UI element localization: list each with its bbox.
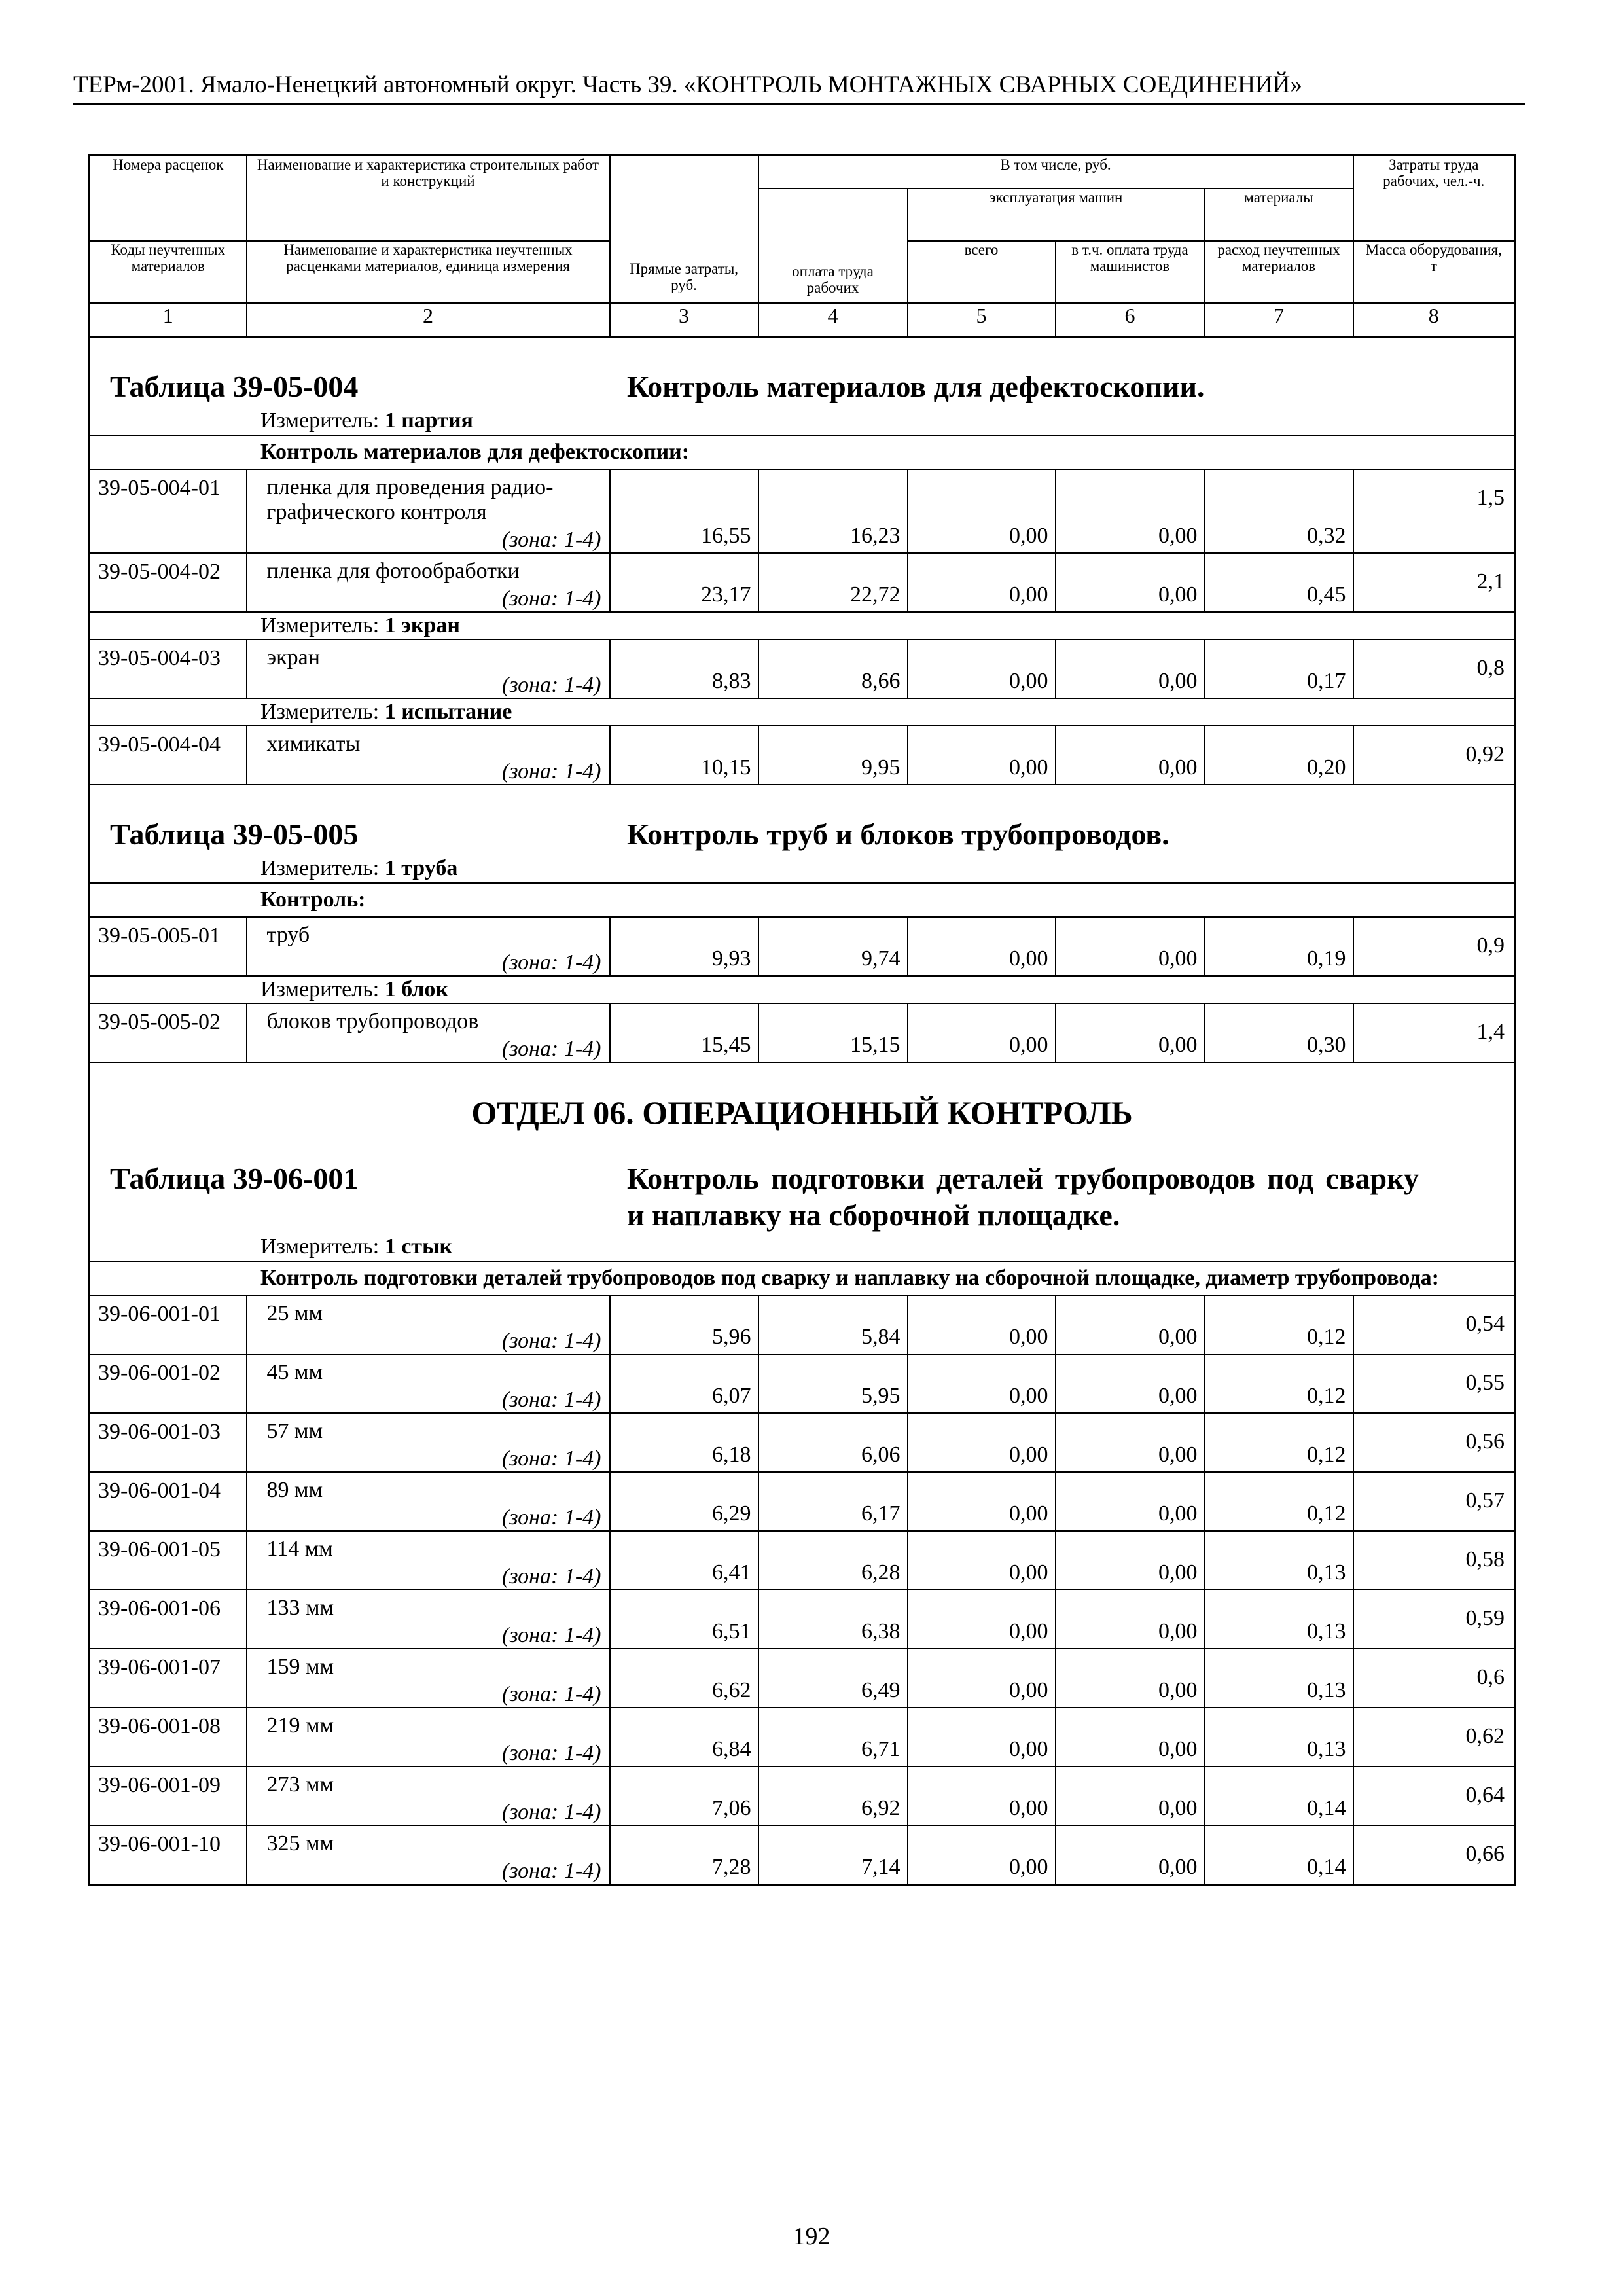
value-mat: 0,30 <box>1205 1003 1353 1062</box>
value-incl: 0,00 <box>1056 1825 1205 1885</box>
rate-name-text: 45 мм <box>266 1359 323 1384</box>
table-row <box>90 1590 1515 1649</box>
value-incl: 0,00 <box>1056 469 1205 553</box>
rate-code: 39-05-004-04 <box>90 726 247 785</box>
rate-name <box>247 726 610 785</box>
value-incl: 0,00 <box>1056 1003 1205 1062</box>
value-total: 0,00 <box>908 1354 1056 1413</box>
rate-name-text: пленка для проведения радио-графического контроля <box>266 475 554 524</box>
rate-zone: (зона: 1-4) <box>502 527 601 552</box>
value-mat: 0,12 <box>1205 1295 1353 1354</box>
table-row <box>90 1472 1515 1531</box>
measurer <box>90 612 1515 639</box>
value-incl: 0,00 <box>1056 1354 1205 1413</box>
rate-zone: (зона: 1-4) <box>502 1564 601 1588</box>
table-title-row <box>90 337 1515 408</box>
measurer-unit: 1 стык <box>384 1234 453 1259</box>
colnum-3: 3 <box>610 303 758 337</box>
rate-name <box>247 1472 610 1531</box>
measurer-label: Измеритель: <box>260 699 380 724</box>
value-labor: 0,64 <box>1353 1767 1515 1825</box>
rate-name-text: 133 мм <box>266 1595 334 1620</box>
value-direct: 23,17 <box>610 553 758 612</box>
value-wages: 6,28 <box>758 1531 908 1590</box>
rate-name <box>247 1708 610 1767</box>
header-direct: Прямые затраты, руб. <box>610 156 758 303</box>
measurer-row <box>90 976 1515 1003</box>
measurer-unit: 1 испытание <box>384 699 512 724</box>
value-mat: 0,12 <box>1205 1413 1353 1472</box>
rate-zone: (зона: 1-4) <box>502 1446 601 1471</box>
value-mat: 0,12 <box>1205 1354 1353 1413</box>
table-title <box>90 785 1515 855</box>
measurer-unit: 1 экран <box>384 613 460 637</box>
rates-table <box>88 154 1516 1886</box>
table-row <box>90 469 1515 553</box>
value-total: 0,00 <box>908 726 1056 785</box>
value-incl: 0,00 <box>1056 1590 1205 1649</box>
value-labor: 0,6 <box>1353 1649 1515 1708</box>
rate-name <box>247 1590 610 1649</box>
value-labor: 0,62 <box>1353 1708 1515 1767</box>
header-materials: материалы <box>1205 188 1353 241</box>
header-incl: В том числе, руб. <box>758 156 1353 188</box>
value-mat: 0,13 <box>1205 1590 1353 1649</box>
measurer-row <box>90 698 1515 726</box>
subhead: Контроль: <box>90 883 1515 917</box>
value-total: 0,00 <box>908 1590 1056 1649</box>
measurer-label: Измеритель: <box>260 856 380 880</box>
value-total: 0,00 <box>908 553 1056 612</box>
rate-name <box>247 1003 610 1062</box>
header-wages: оплата труда рабочих <box>758 188 908 303</box>
table-title-row <box>90 785 1515 855</box>
rate-code: 39-06-001-04 <box>90 1472 247 1531</box>
colnum-6: 6 <box>1056 303 1205 337</box>
measurer-unit: 1 блок <box>384 977 449 1001</box>
header-mass: Масса оборудования, т <box>1353 241 1515 303</box>
rate-zone: (зона: 1-4) <box>502 1505 601 1530</box>
value-mat: 0,45 <box>1205 553 1353 612</box>
rate-zone: (зона: 1-4) <box>502 672 601 697</box>
value-labor: 0,58 <box>1353 1531 1515 1590</box>
table-title <box>90 337 1515 408</box>
rate-code: 39-05-005-01 <box>90 917 247 976</box>
rate-name-text: труб <box>266 922 310 947</box>
value-incl: 0,00 <box>1056 553 1205 612</box>
value-direct: 10,15 <box>610 726 758 785</box>
rate-code: 39-06-001-09 <box>90 1767 247 1825</box>
rate-code: 39-06-001-10 <box>90 1825 247 1885</box>
rate-code: 39-06-001-08 <box>90 1708 247 1767</box>
value-direct: 16,55 <box>610 469 758 553</box>
value-direct: 7,06 <box>610 1767 758 1825</box>
value-total: 0,00 <box>908 1413 1056 1472</box>
table-name: Контроль материалов для дефектоскопии. <box>627 369 1205 403</box>
value-wages: 5,84 <box>758 1295 908 1354</box>
rate-code: 39-06-001-07 <box>90 1649 247 1708</box>
value-total: 0,00 <box>908 1825 1056 1885</box>
value-wages: 6,71 <box>758 1708 908 1767</box>
subhead: Контроль материалов для дефектоскопии: <box>90 435 1515 469</box>
value-direct: 6,84 <box>610 1708 758 1767</box>
rate-code: 39-06-001-06 <box>90 1590 247 1649</box>
value-wages: 9,74 <box>758 917 908 976</box>
value-direct: 6,07 <box>610 1354 758 1413</box>
rate-name-text: 57 мм <box>266 1418 323 1443</box>
table-name: Контроль подготовки деталей трубопроводов под сварку и наплавку на сборочной площадке. <box>627 1161 1419 1232</box>
rate-zone: (зона: 1-4) <box>502 1740 601 1765</box>
value-wages: 15,15 <box>758 1003 908 1062</box>
rate-name <box>247 1825 610 1885</box>
value-total: 0,00 <box>908 1295 1056 1354</box>
table-code: Таблица 39-05-005 <box>110 817 359 851</box>
rate-zone: (зона: 1-4) <box>502 950 601 975</box>
rate-name <box>247 1531 610 1590</box>
rate-code: 39-06-001-02 <box>90 1354 247 1413</box>
value-direct: 8,83 <box>610 639 758 698</box>
value-labor: 0,92 <box>1353 726 1515 785</box>
value-mat: 0,19 <box>1205 917 1353 976</box>
value-mat: 0,20 <box>1205 726 1353 785</box>
measurer-label: Измеритель: <box>260 977 380 1001</box>
table-title <box>90 1141 1515 1234</box>
value-direct: 9,93 <box>610 917 758 976</box>
value-incl: 0,00 <box>1056 917 1205 976</box>
value-labor: 0,55 <box>1353 1354 1515 1413</box>
rate-name-text: блоков трубопроводов <box>266 1009 479 1033</box>
rate-name-text: 114 мм <box>266 1536 333 1561</box>
rate-code: 39-06-001-01 <box>90 1295 247 1354</box>
value-wages: 9,95 <box>758 726 908 785</box>
measurer <box>90 1234 1515 1261</box>
rate-name-text: 89 мм <box>266 1477 323 1502</box>
value-mat: 0,14 <box>1205 1767 1353 1825</box>
table-code: Таблица 39-06-001 <box>110 1161 359 1195</box>
value-incl: 0,00 <box>1056 1767 1205 1825</box>
measurer-label: Измеритель: <box>260 1234 380 1259</box>
value-total: 0,00 <box>908 639 1056 698</box>
value-labor: 0,59 <box>1353 1590 1515 1649</box>
value-labor: 1,4 <box>1353 1003 1515 1062</box>
rate-zone: (зона: 1-4) <box>502 1858 601 1883</box>
page-number: 192 <box>793 2223 830 2250</box>
column-numbers <box>90 303 1515 337</box>
value-mat: 0,13 <box>1205 1531 1353 1590</box>
table-row <box>90 1003 1515 1062</box>
measurer-label: Измеритель: <box>260 408 380 433</box>
value-mat: 0,13 <box>1205 1649 1353 1708</box>
value-labor: 0,57 <box>1353 1472 1515 1531</box>
value-wages: 6,38 <box>758 1590 908 1649</box>
value-incl: 0,00 <box>1056 1413 1205 1472</box>
rate-code: 39-05-004-03 <box>90 639 247 698</box>
measurer <box>90 976 1515 1003</box>
subhead-row <box>90 1261 1515 1295</box>
value-wages: 8,66 <box>758 639 908 698</box>
table-row <box>90 553 1515 612</box>
rate-name <box>247 1354 610 1413</box>
rate-name <box>247 1767 610 1825</box>
value-incl: 0,00 <box>1056 1649 1205 1708</box>
value-total: 0,00 <box>908 1531 1056 1590</box>
header-mat-codes: Коды неучтенных материалов <box>90 241 247 303</box>
header-name: Наименование и характеристика строительных работ и конструкций <box>247 156 610 241</box>
value-incl: 0,00 <box>1056 1295 1205 1354</box>
value-mat: 0,12 <box>1205 1472 1353 1531</box>
rate-name <box>247 917 610 976</box>
rate-name <box>247 1413 610 1472</box>
measurer-row <box>90 855 1515 883</box>
rate-name-text: химикаты <box>266 731 361 756</box>
value-wages: 7,14 <box>758 1825 908 1885</box>
rate-name-text: 25 мм <box>266 1300 323 1325</box>
table-title-row <box>90 1141 1515 1234</box>
rate-zone: (зона: 1-4) <box>502 586 601 611</box>
value-mat: 0,14 <box>1205 1825 1353 1885</box>
value-labor: 0,54 <box>1353 1295 1515 1354</box>
table-row <box>90 1767 1515 1825</box>
colnum-7: 7 <box>1205 303 1353 337</box>
value-direct: 6,62 <box>610 1649 758 1708</box>
table-code: Таблица 39-05-004 <box>110 369 359 403</box>
value-labor: 0,56 <box>1353 1413 1515 1472</box>
department-row <box>90 1062 1515 1141</box>
value-total: 0,00 <box>908 1708 1056 1767</box>
rate-name <box>247 553 610 612</box>
measurer <box>90 698 1515 726</box>
rate-name-text: 159 мм <box>266 1654 334 1679</box>
subhead: Контроль подготовки деталей трубопроводов под сварку и наплавку на сборочной площадке, диаметр трубопровода: <box>90 1261 1515 1295</box>
subhead-row <box>90 435 1515 469</box>
running-header: ТЕРм-2001. Ямало-Ненецкий автономный округ. Часть 39. «КОНТРОЛЬ МОНТАЖНЫХ СВАРНЫХ СОЕДИНЕНИЙ» <box>73 71 1525 105</box>
header-incl-wages: в т.ч. оплата труда машинистов <box>1056 241 1205 303</box>
measurer-row <box>90 1234 1515 1261</box>
table-row <box>90 1649 1515 1708</box>
measurer <box>90 855 1515 883</box>
value-total: 0,00 <box>908 469 1056 553</box>
value-mat: 0,13 <box>1205 1708 1353 1767</box>
value-direct: 15,45 <box>610 1003 758 1062</box>
table-name: Контроль труб и блоков трубопроводов. <box>627 817 1169 851</box>
table-row <box>90 1413 1515 1472</box>
value-mat: 0,32 <box>1205 469 1353 553</box>
measurer-label: Измеритель: <box>260 613 380 637</box>
rate-name <box>247 639 610 698</box>
subhead-row <box>90 883 1515 917</box>
table-row <box>90 639 1515 698</box>
value-labor: 0,9 <box>1353 917 1515 976</box>
rate-code: 39-05-004-02 <box>90 553 247 612</box>
rate-name-text: 219 мм <box>266 1713 334 1738</box>
rate-zone: (зона: 1-4) <box>502 1328 601 1353</box>
rate-zone: (зона: 1-4) <box>502 1623 601 1647</box>
table-row <box>90 917 1515 976</box>
colnum-2: 2 <box>247 303 610 337</box>
table-row <box>90 1531 1515 1590</box>
rate-name-text: экран <box>266 645 320 670</box>
rate-zone: (зона: 1-4) <box>502 1036 601 1061</box>
header-total: всего <box>908 241 1056 303</box>
header-row-1 <box>90 156 1515 188</box>
measurer-row <box>90 408 1515 435</box>
value-wages: 6,49 <box>758 1649 908 1708</box>
measurer <box>90 408 1515 435</box>
header-labor: Затраты труда рабочих, чел.-ч. <box>1353 156 1515 241</box>
value-labor: 1,5 <box>1353 469 1515 553</box>
table-row <box>90 726 1515 785</box>
measurer-unit: 1 партия <box>384 408 473 433</box>
value-wages: 6,17 <box>758 1472 908 1531</box>
header-machines: эксплуатация машин <box>908 188 1205 241</box>
rate-zone: (зона: 1-4) <box>502 1681 601 1706</box>
value-incl: 0,00 <box>1056 639 1205 698</box>
value-wages: 16,23 <box>758 469 908 553</box>
rate-name-text: 273 мм <box>266 1772 334 1797</box>
value-incl: 0,00 <box>1056 1708 1205 1767</box>
rate-name <box>247 469 610 553</box>
rate-name <box>247 1649 610 1708</box>
colnum-5: 5 <box>908 303 1056 337</box>
value-mat: 0,17 <box>1205 639 1353 698</box>
value-total: 0,00 <box>908 1003 1056 1062</box>
rate-name-text: 325 мм <box>266 1831 334 1856</box>
value-total: 0,00 <box>908 1767 1056 1825</box>
value-incl: 0,00 <box>1056 1472 1205 1531</box>
value-direct: 7,28 <box>610 1825 758 1885</box>
value-total: 0,00 <box>908 1649 1056 1708</box>
rate-zone: (зона: 1-4) <box>502 1387 601 1412</box>
value-direct: 6,29 <box>610 1472 758 1531</box>
header-mat-name: Наименование и характеристика неучтенных расценками материалов, единица измерения <box>247 241 610 303</box>
rate-code: 39-05-004-01 <box>90 469 247 553</box>
value-incl: 0,00 <box>1056 726 1205 785</box>
table-row <box>90 1825 1515 1885</box>
value-labor: 0,8 <box>1353 639 1515 698</box>
value-wages: 22,72 <box>758 553 908 612</box>
value-direct: 6,51 <box>610 1590 758 1649</box>
value-labor: 0,66 <box>1353 1825 1515 1885</box>
rate-code: 39-05-005-02 <box>90 1003 247 1062</box>
rate-zone: (зона: 1-4) <box>502 759 601 783</box>
value-total: 0,00 <box>908 917 1056 976</box>
value-direct: 5,96 <box>610 1295 758 1354</box>
value-wages: 5,95 <box>758 1354 908 1413</box>
value-wages: 6,06 <box>758 1413 908 1472</box>
value-total: 0,00 <box>908 1472 1056 1531</box>
table-row <box>90 1295 1515 1354</box>
rate-code: 39-06-001-03 <box>90 1413 247 1472</box>
header-unaccounted: расход неучтенных материалов <box>1205 241 1353 303</box>
value-direct: 6,41 <box>610 1531 758 1590</box>
value-labor: 2,1 <box>1353 553 1515 612</box>
rate-name-text: пленка для фотообработки <box>266 558 520 583</box>
value-wages: 6,92 <box>758 1767 908 1825</box>
colnum-1: 1 <box>90 303 247 337</box>
rate-zone: (зона: 1-4) <box>502 1799 601 1824</box>
table-row <box>90 1708 1515 1767</box>
department-title: ОТДЕЛ 06. ОПЕРАЦИОННЫЙ КОНТРОЛЬ <box>90 1062 1515 1141</box>
colnum-4: 4 <box>758 303 908 337</box>
header-codes: Номера расценок <box>90 156 247 241</box>
measurer-unit: 1 труба <box>384 856 458 880</box>
rate-name <box>247 1295 610 1354</box>
measurer-row <box>90 612 1515 639</box>
table-row <box>90 1354 1515 1413</box>
value-incl: 0,00 <box>1056 1531 1205 1590</box>
value-direct: 6,18 <box>610 1413 758 1472</box>
rate-code: 39-06-001-05 <box>90 1531 247 1590</box>
colnum-8: 8 <box>1353 303 1515 337</box>
